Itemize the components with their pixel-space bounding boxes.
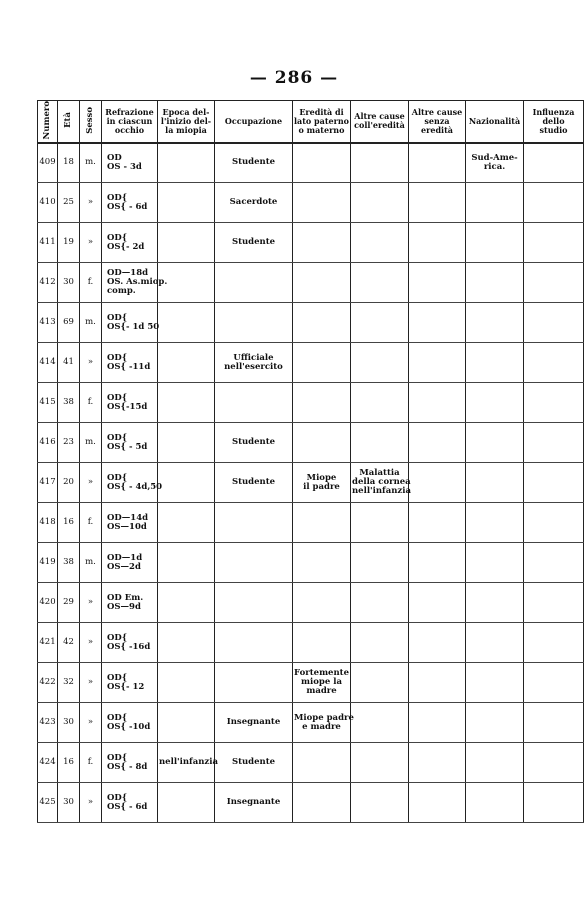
occupation-cell: [215, 423, 293, 463]
occupation-cell-line: Sacerdote: [229, 197, 278, 207]
table-row: [38, 463, 584, 503]
other-causes-heredity-cell: [351, 623, 409, 663]
heredity-cell-line: il padre: [303, 481, 340, 492]
refraction-cell-line: OS{ - 4d,50: [107, 481, 163, 492]
other-causes-no-heredity-cell: [409, 343, 466, 383]
case-number-cell: 409: [38, 143, 58, 183]
nationality-cell: [466, 303, 524, 343]
header-row: [38, 101, 584, 143]
refraction-cell: [102, 503, 158, 543]
case-number-cell: 416: [38, 423, 58, 463]
other-causes-no-heredity-cell: [409, 463, 466, 503]
header-altre-cause-senza: Altre cause senza eredità: [409, 101, 466, 143]
sex-cell: m.: [80, 303, 102, 343]
other-causes-no-heredity-cell: [409, 663, 466, 703]
myopia-cases-table: [37, 100, 584, 823]
refraction-cell-line: OD—1d: [107, 552, 143, 563]
refraction-cell: [102, 783, 158, 823]
table-row: [38, 743, 584, 783]
occupation-cell: [215, 663, 293, 703]
study-influence-cell: [524, 583, 584, 623]
nationality-cell: [466, 623, 524, 663]
other-causes-no-heredity-cell: [409, 183, 466, 223]
occupation-cell-line: Studente: [231, 477, 276, 487]
nationality-cell: [466, 783, 524, 823]
refraction-cell: [102, 583, 158, 623]
study-influence-cell: [524, 303, 584, 343]
other-causes-heredity-cell: [351, 463, 409, 503]
refraction-cell-line: OS{- 12: [107, 681, 145, 692]
age-cell: 42: [58, 623, 80, 663]
sex-cell: »: [80, 223, 102, 263]
occupation-cell: [215, 623, 293, 663]
table-row: [38, 303, 584, 343]
refraction-cell-line: OD: [107, 152, 122, 163]
epoca-cell: [158, 623, 215, 663]
other-causes-heredity-cell: [351, 663, 409, 703]
case-number-cell: 415: [38, 383, 58, 423]
refraction-cell-line: OD—18d: [107, 268, 149, 278]
table-row: [38, 343, 584, 383]
other-causes-no-heredity-cell: [409, 143, 466, 183]
refraction-cell-line: OS{ - 6d: [107, 201, 148, 212]
other-causes-no-heredity-cell: [409, 783, 466, 823]
sex-cell: f.: [80, 263, 102, 303]
age-cell: 16: [58, 503, 80, 543]
table-row: [38, 703, 584, 743]
refraction-cell: [102, 343, 158, 383]
study-influence-cell: [524, 463, 584, 503]
refraction-cell-line: OD{: [107, 752, 128, 763]
study-influence-cell: [524, 783, 584, 823]
refraction-cell-line: OS{ -10d: [107, 721, 151, 732]
sex-cell: »: [80, 703, 102, 743]
age-cell: 32: [58, 663, 80, 703]
epoca-cell-line: nell'infanzia: [159, 757, 218, 767]
heredity-cell-line: madre: [306, 686, 337, 696]
table-row: [38, 263, 584, 303]
nationality-cell: [466, 583, 524, 623]
occupation-cell: [215, 463, 293, 503]
refraction-cell: [102, 543, 158, 583]
study-influence-cell: [524, 623, 584, 663]
case-number-cell: 410: [38, 183, 58, 223]
heredity-cell: [293, 503, 351, 543]
other-causes-heredity-cell: [351, 183, 409, 223]
other-causes-heredity-cell: [351, 223, 409, 263]
other-causes-no-heredity-cell: [409, 583, 466, 623]
other-causes-heredity-cell: [351, 383, 409, 423]
age-cell: 25: [58, 183, 80, 223]
table-row: [38, 783, 584, 823]
occupation-cell: [215, 303, 293, 343]
epoca-cell: [158, 343, 215, 383]
refraction-cell: [102, 223, 158, 263]
occupation-cell-line: Insegnante: [226, 717, 281, 727]
sex-cell: f.: [80, 383, 102, 423]
table-row: [38, 143, 584, 183]
case-number-cell: 421: [38, 623, 58, 663]
header-nazionalita: Nazionalità: [466, 101, 524, 143]
occupation-cell: [215, 143, 293, 183]
heredity-cell: [293, 703, 354, 743]
refraction-cell-line: OD Em.: [107, 592, 144, 603]
case-number-cell: 412: [38, 263, 58, 303]
refraction-cell-line: OS{- 2d: [107, 241, 145, 252]
table-row: [38, 623, 584, 663]
header-sesso: Sesso: [80, 101, 102, 143]
refraction-cell-line: OD{: [107, 632, 128, 643]
heredity-cell: [293, 303, 351, 343]
other-causes-no-heredity-cell: [409, 223, 466, 263]
refraction-cell-line: OD{: [107, 192, 128, 203]
study-influence-cell: [524, 183, 584, 223]
age-cell: 29: [58, 583, 80, 623]
epoca-cell: [158, 583, 215, 623]
study-influence-cell: [524, 423, 584, 463]
refraction-cell-line: OS{ -11d: [107, 361, 151, 372]
heredity-cell: [293, 343, 351, 383]
heredity-cell: [293, 583, 351, 623]
case-number-cell: 419: [38, 543, 58, 583]
nationality-cell-line: Sud-Ame-: [471, 152, 518, 163]
occupation-cell-line: Insegnante: [226, 797, 281, 807]
table-row: [38, 223, 584, 263]
epoca-cell: [158, 463, 215, 503]
refraction-cell-line: OD{: [107, 712, 128, 723]
refraction-cell: [102, 143, 158, 183]
occupation-cell-line: Studente: [231, 157, 276, 168]
study-influence-cell: [524, 143, 584, 183]
other-causes-no-heredity-cell: [409, 303, 466, 343]
age-cell: 69: [58, 303, 80, 343]
other-causes-no-heredity-cell: [409, 623, 466, 663]
other-causes-heredity-cell: [351, 143, 409, 183]
refraction-cell-line: OS. As.miop.: [107, 277, 168, 287]
refraction-cell: [102, 423, 158, 463]
table-row: [38, 183, 584, 223]
heredity-cell: [293, 743, 351, 783]
heredity-cell: [293, 183, 351, 223]
nationality-cell: [466, 423, 524, 463]
epoca-cell: [158, 783, 215, 823]
case-number-cell: 413: [38, 303, 58, 343]
age-cell: 20: [58, 463, 80, 503]
nationality-cell-line: rica.: [483, 161, 506, 172]
occupation-cell: [215, 223, 293, 263]
study-influence-cell: [524, 343, 584, 383]
other-causes-no-heredity-cell: [409, 423, 466, 463]
refraction-cell-line: OS{ -16d: [107, 641, 151, 652]
refraction-cell-line: OS{- 1d 50: [107, 321, 160, 332]
refraction-cell: [102, 663, 158, 703]
epoca-cell: [158, 183, 215, 223]
heredity-cell: [293, 463, 351, 503]
header-occupazione: Occupazione: [215, 101, 293, 143]
sex-cell: »: [80, 583, 102, 623]
heredity-cell: [293, 223, 351, 263]
age-cell: 41: [58, 343, 80, 383]
other-causes-heredity-cell-line: della cornea: [352, 477, 411, 487]
other-causes-heredity-cell: [351, 583, 409, 623]
occupation-cell-line: Studente: [231, 237, 276, 247]
study-influence-cell: [524, 223, 584, 263]
sex-cell: f.: [80, 743, 102, 783]
other-causes-heredity-cell: [351, 423, 409, 463]
case-number-cell: 420: [38, 583, 58, 623]
other-causes-no-heredity-cell: [409, 743, 466, 783]
refraction-cell: [102, 263, 168, 303]
refraction-cell: [102, 463, 163, 503]
nationality-cell: [466, 343, 524, 383]
nationality-cell: [466, 183, 524, 223]
case-number-cell: 411: [38, 223, 58, 263]
age-cell: 30: [58, 703, 80, 743]
table-row: [38, 543, 584, 583]
heredity-cell: [293, 543, 351, 583]
nationality-cell: [466, 503, 524, 543]
other-causes-heredity-cell-line: nell'infanzia: [352, 486, 411, 496]
refraction-cell-line: OS—2d: [107, 561, 141, 572]
other-causes-heredity-cell: [351, 503, 409, 543]
nationality-cell: [466, 743, 524, 783]
occupation-cell: [215, 263, 293, 303]
sex-cell: »: [80, 463, 102, 503]
other-causes-no-heredity-cell: [409, 543, 466, 583]
nationality-cell: [466, 463, 524, 503]
refraction-cell-line: OD{: [107, 232, 128, 243]
occupation-cell: [215, 543, 293, 583]
table-row: [38, 503, 584, 543]
epoca-cell: [158, 383, 215, 423]
refraction-cell-line: OS{ - 8d: [107, 761, 148, 772]
other-causes-heredity-cell: [351, 343, 409, 383]
study-influence-cell: [524, 263, 584, 303]
sex-cell: »: [80, 183, 102, 223]
epoca-cell: [158, 663, 215, 703]
refraction-cell-line: OD{: [107, 392, 128, 403]
epoca-cell: [158, 143, 215, 183]
sex-cell: m.: [80, 143, 102, 183]
occupation-cell: [215, 743, 293, 783]
heredity-cell: [293, 423, 351, 463]
refraction-cell-line: OD{: [107, 432, 128, 443]
occupation-cell: [215, 503, 293, 543]
occupation-cell: [215, 783, 293, 823]
refraction-cell-line: OS—9d: [107, 601, 141, 612]
age-cell: 38: [58, 543, 80, 583]
heredity-cell-line: Fortemente: [294, 668, 349, 678]
heredity-cell-line: Miope: [306, 472, 337, 483]
header-numero: Numero: [38, 101, 58, 143]
case-number-cell: 414: [38, 343, 58, 383]
case-number-cell: 423: [38, 703, 58, 743]
refraction-cell-line: OS{ - 5d: [107, 441, 148, 452]
table-row: [38, 663, 584, 703]
epoca-cell: [158, 303, 215, 343]
refraction-cell: [102, 183, 158, 223]
table-row: [38, 383, 584, 423]
other-causes-heredity-cell-line: Malattia: [359, 468, 400, 478]
refraction-cell: [102, 743, 158, 783]
other-causes-no-heredity-cell: [409, 503, 466, 543]
refraction-cell-line: OD{: [107, 472, 128, 483]
refraction-cell-line: OD{: [107, 312, 128, 323]
study-influence-cell: [524, 383, 584, 423]
sex-cell: f.: [80, 503, 102, 543]
sex-cell: »: [80, 623, 102, 663]
page-number: — 286 —: [249, 68, 339, 88]
study-influence-cell: [524, 703, 584, 743]
epoca-cell: [158, 423, 215, 463]
case-number-cell: 422: [38, 663, 58, 703]
age-cell: 30: [58, 783, 80, 823]
age-cell: 19: [58, 223, 80, 263]
table-row: [38, 423, 584, 463]
occupation-cell: [215, 583, 293, 623]
nationality-cell: [466, 383, 524, 423]
study-influence-cell: [524, 743, 584, 783]
header-epoca: Epoca del- l'inizio del- la miopia: [158, 101, 215, 143]
nationality-cell: [466, 223, 524, 263]
table-row: [38, 583, 584, 623]
case-number-cell: 418: [38, 503, 58, 543]
occupation-cell-line: Studente: [231, 437, 276, 447]
epoca-cell: [158, 743, 218, 783]
refraction-cell-line: OS—10d: [107, 521, 147, 532]
header-eta: Età: [58, 101, 80, 143]
age-cell: 18: [58, 143, 80, 183]
occupation-cell: [215, 183, 293, 223]
occupation-cell-line: Studente: [231, 757, 276, 767]
age-cell: 16: [58, 743, 80, 783]
heredity-cell: [293, 383, 351, 423]
refraction-cell-line: comp.: [107, 286, 136, 296]
refraction-cell-line: OD{: [107, 672, 128, 683]
heredity-cell: [293, 783, 351, 823]
nationality-cell: [466, 263, 524, 303]
other-causes-heredity-cell: [351, 263, 409, 303]
table-body: [38, 143, 584, 823]
header-altre-cause-eredita: Altre cause coll'eredità: [351, 101, 409, 143]
sex-cell: »: [80, 663, 102, 703]
occupation-cell-line: Ufficiale: [233, 352, 274, 363]
refraction-cell-line: OD{: [107, 792, 128, 803]
case-number-cell: 417: [38, 463, 58, 503]
refraction-cell-line: OS - 3d: [107, 161, 142, 172]
age-cell: 38: [58, 383, 80, 423]
other-causes-no-heredity-cell: [409, 263, 466, 303]
epoca-cell: [158, 543, 215, 583]
epoca-cell: [158, 703, 215, 743]
study-influence-cell: [524, 663, 584, 703]
nationality-cell: [466, 703, 524, 743]
sex-cell: m.: [80, 543, 102, 583]
case-number-cell: 424: [38, 743, 58, 783]
epoca-cell: [158, 503, 215, 543]
refraction-cell: [102, 303, 158, 343]
heredity-cell-line: e madre: [302, 721, 341, 732]
other-causes-heredity-cell: [351, 783, 409, 823]
refraction-cell-line: OS{-15d: [107, 401, 148, 412]
sex-cell: m.: [80, 423, 102, 463]
other-causes-heredity-cell: [351, 543, 409, 583]
header-eredita: Eredità di lato paterno o materno: [293, 101, 351, 143]
refraction-cell-line: OS{ - 6d: [107, 801, 148, 812]
occupation-cell-line: nell'esercito: [224, 361, 283, 372]
age-cell: 23: [58, 423, 80, 463]
nationality-cell: [466, 543, 524, 583]
refraction-cell-line: OD{: [107, 352, 128, 363]
heredity-cell-line: Miope padre: [294, 712, 354, 723]
refraction-cell: [102, 623, 158, 663]
nationality-cell: [466, 663, 524, 703]
age-cell: 30: [58, 263, 80, 303]
heredity-cell: [293, 623, 351, 663]
study-influence-cell: [524, 543, 584, 583]
other-causes-no-heredity-cell: [409, 383, 466, 423]
occupation-cell: [215, 343, 293, 383]
nationality-cell: [466, 143, 524, 183]
heredity-cell: [293, 143, 351, 183]
heredity-cell: [293, 263, 351, 303]
other-causes-no-heredity-cell: [409, 703, 466, 743]
sex-cell: »: [80, 783, 102, 823]
sex-cell: »: [80, 343, 102, 383]
header-influenza: Influenza dello studio: [524, 101, 584, 143]
heredity-cell: [293, 663, 351, 703]
epoca-cell: [158, 223, 215, 263]
other-causes-heredity-cell: [351, 703, 409, 743]
other-causes-heredity-cell: [351, 743, 409, 783]
refraction-cell-line: OD—14d: [107, 512, 149, 523]
case-number-cell: 425: [38, 783, 58, 823]
heredity-cell-line: miope la: [301, 677, 342, 687]
header-refrazione: Refrazione in ciascun occhio: [102, 101, 158, 143]
study-influence-cell: [524, 503, 584, 543]
occupation-cell: [215, 383, 293, 423]
refraction-cell: [102, 703, 158, 743]
occupation-cell: [215, 703, 293, 743]
refraction-cell: [102, 383, 158, 423]
other-causes-heredity-cell: [351, 303, 409, 343]
